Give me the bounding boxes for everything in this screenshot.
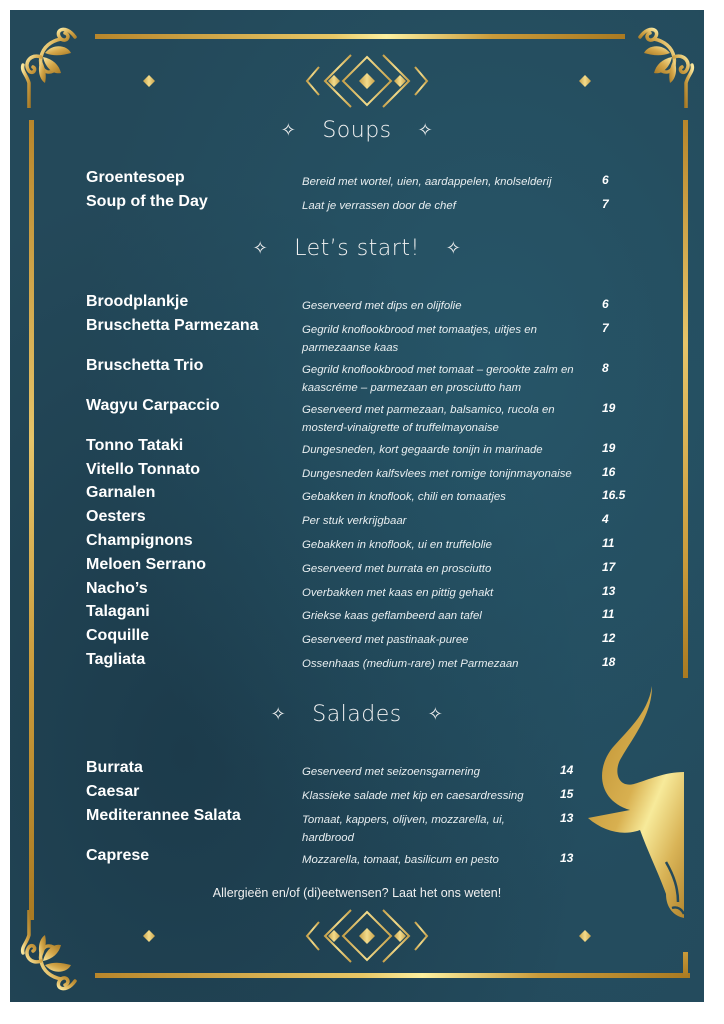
allergy-note: Allergieën en/of (di)eetwensen? Laat het ons weten! — [212, 886, 502, 900]
frame-right-line — [683, 120, 688, 678]
item-price: 7 — [602, 197, 609, 211]
section-heading-soups — [10, 118, 704, 143]
item-description: Gegrild knoflookbrood met tomaat – gerookte zalm en kaascréme – parmezaan en prosciutto ham — [302, 364, 574, 394]
item-description: Ossenhaas (medium-rare) met Parmezaan — [302, 658, 519, 670]
frame-top-line — [95, 34, 625, 39]
item-price: 11 — [602, 607, 615, 621]
item-name: Wagyu Carpaccio — [86, 397, 220, 414]
item-description: Geserveerd met seizoensgarnering — [302, 766, 480, 778]
item-name: Broodplankje — [86, 293, 189, 310]
item-price: 6 — [602, 173, 609, 187]
section-title: Soups — [322, 118, 392, 143]
frame-bottom-line — [95, 973, 690, 978]
sparkle-icon: ✧ — [280, 120, 297, 141]
corner-flourish-icon — [15, 910, 95, 1002]
sparkle-icon: ✧ — [270, 704, 287, 725]
item-name: Mediterannee Salata — [86, 807, 241, 824]
item-description: Mozzarella, tomaat, basilicum en pesto — [302, 854, 499, 866]
item-price: 18 — [602, 655, 616, 669]
item-name: Burrata — [86, 759, 143, 776]
section-title: Let’s start! — [294, 236, 420, 261]
item-description: Laat je verrassen door de chef — [302, 200, 456, 212]
item-price: 14 — [560, 763, 574, 777]
item-description: Bereid met wortel, uien, aardappelen, knolselderij — [302, 176, 552, 188]
item-price: 6 — [602, 297, 609, 311]
item-name: Tagliata — [86, 651, 146, 668]
sparkle-icon: ✧ — [252, 238, 269, 259]
item-description: Geserveerd met dips en olijfolie — [302, 300, 462, 312]
item-name: Soup of the Day — [86, 193, 208, 210]
item-name: Garnalen — [86, 484, 156, 501]
sparkle-icon: ✧ — [417, 120, 434, 141]
item-price: 13 — [602, 584, 616, 598]
item-description: Gebakken in knoflook, ui en truffelolie — [302, 539, 492, 551]
item-description: Gegrild knoflookbrood met tomaatjes, uitjes en parmezaanse kaas — [302, 324, 537, 354]
item-description: Dungesneden kalfsvlees met romige tonijnmayonaise — [302, 468, 572, 480]
menu-page — [10, 10, 704, 1002]
item-price: 8 — [602, 361, 609, 375]
item-price: 15 — [560, 787, 574, 801]
item-name: Groentesoep — [86, 169, 185, 186]
item-price: 13 — [560, 851, 574, 865]
item-price: 12 — [602, 631, 616, 645]
corner-flourish-icon — [620, 13, 700, 108]
section-heading-starters — [10, 236, 704, 261]
item-name: Bruschetta Parmezana — [86, 317, 259, 334]
item-description: Per stuk verkrijgbaar — [302, 515, 407, 527]
frame-right-line-lower — [683, 952, 688, 978]
item-price: 16 — [602, 465, 616, 479]
item-description: Dungesneden, kort gegaarde tonijn in marinade — [302, 444, 543, 456]
item-price: 17 — [602, 560, 616, 574]
item-description: Gebakken in knoflook, chili en tomaatjes — [302, 491, 506, 503]
item-description: Geserveerd met pastinaak-puree — [302, 634, 469, 646]
item-name: Oesters — [86, 508, 146, 525]
item-description: Griekse kaas geflambeerd aan tafel — [302, 610, 482, 622]
art-deco-divider-icon — [143, 53, 591, 113]
item-price: 4 — [602, 512, 609, 526]
item-description: Geserveerd met parmezaan, balsamico, rucola en mosterd-vinaigrette of truffelmayonaise — [302, 404, 555, 434]
item-description: Klassieke salade met kip en caesardressing — [302, 790, 524, 802]
corner-flourish-icon — [15, 13, 95, 108]
item-name: Tonno Tataki — [86, 437, 184, 454]
item-price: 13 — [560, 811, 574, 825]
item-price: 7 — [602, 321, 609, 335]
item-description: Overbakken met kaas en pittig gehakt — [302, 587, 494, 599]
item-name: Caesar — [86, 783, 140, 800]
item-name: Meloen Serrano — [86, 556, 207, 573]
item-price: 19 — [602, 401, 616, 415]
sparkle-icon: ✧ — [427, 704, 444, 725]
section-title: Salades — [312, 702, 402, 727]
item-name: Nacho’s — [86, 580, 148, 597]
item-name: Caprese — [86, 847, 150, 864]
sparkle-icon: ✧ — [445, 238, 462, 259]
item-name: Vitello Tonnato — [86, 461, 201, 478]
item-description: Geserveerd met burrata en prosciutto — [302, 563, 492, 575]
item-price: 11 — [602, 536, 615, 550]
item-price: 19 — [602, 441, 616, 455]
item-name: Talagani — [86, 603, 150, 620]
section-heading-salads — [10, 702, 704, 727]
item-description: Tomaat, kappers, olijven, mozzarella, ui, hardbrood — [302, 814, 505, 844]
item-price: 16.5 — [602, 488, 626, 502]
item-name: Bruschetta Trio — [86, 357, 204, 374]
item-name: Champignons — [86, 532, 193, 549]
art-deco-divider-icon — [143, 908, 591, 968]
item-name: Coquille — [86, 627, 150, 644]
